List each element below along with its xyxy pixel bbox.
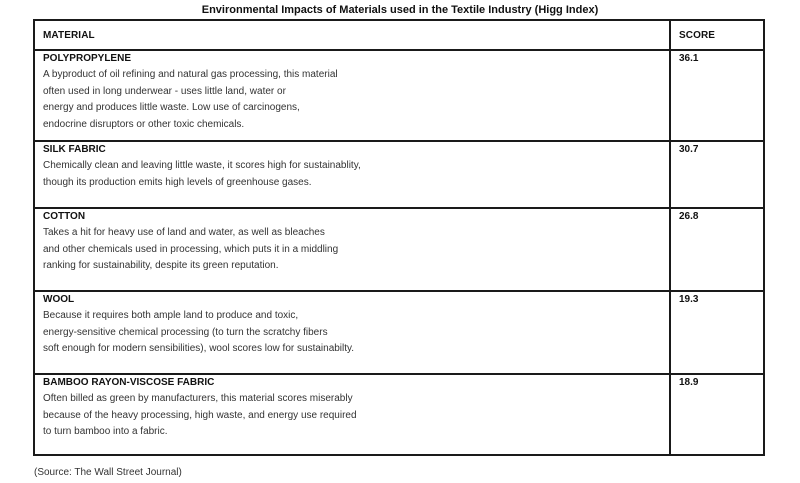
material-description-line: because of the heavy processing, high waste, and energy use required: [43, 409, 357, 421]
material-description-line: to turn bamboo into a fabric.: [43, 426, 168, 437]
material-cell: [34, 208, 670, 291]
score-cell: [670, 208, 764, 291]
material-cell: [34, 141, 670, 208]
material-description-line: though its production emits high levels of greenhouse gases.: [43, 176, 312, 188]
material-description-line: and other chemicals used in processing, which puts it in a middling: [43, 243, 339, 255]
material-score: 30.7: [679, 144, 699, 155]
materials-table: [33, 19, 765, 456]
material-name: COTTON: [43, 211, 86, 222]
table-row: [34, 208, 764, 291]
material-description-line: Because it requires both ample land to produce and toxic,: [43, 310, 299, 321]
material-description-line: energy-sensitive chemical processing (to turn the scratchy fibers: [43, 326, 328, 338]
material-description-line: A byproduct of oil refining and natural gas processing, this material: [43, 69, 338, 80]
material-score: 19.3: [679, 294, 699, 305]
header-score: SCORE: [670, 20, 764, 50]
material-description-line: energy and produces little waste. Low use of carcinogens,: [43, 102, 300, 113]
material-description-line: soft enough for modern sensibilities), wool scores low for sustainabilty.: [43, 343, 355, 354]
score-cell: [670, 291, 764, 374]
material-name: POLYPROPYLENE: [43, 53, 131, 64]
source-note: (Source: The Wall Street Journal): [34, 467, 182, 478]
table-row: [34, 291, 764, 374]
material-description-line: Chemically clean and leaving little waste, it scores high for sustainablity,: [43, 160, 361, 171]
header-material: MATERIAL: [34, 20, 670, 50]
material-name: SILK FABRIC: [43, 144, 106, 155]
table-row: [34, 141, 764, 208]
material-cell: [34, 50, 670, 141]
material-cell: [34, 374, 670, 455]
table-row: [34, 374, 764, 455]
score-cell: [670, 374, 764, 455]
material-score: 26.8: [679, 211, 699, 222]
material-description-line: ranking for sustainability, despite its green reputation.: [43, 260, 279, 271]
material-score: 36.1: [679, 53, 699, 64]
material-description-line: Takes a hit for heavy use of land and water, as well as bleaches: [43, 227, 325, 238]
material-name: WOOL: [43, 294, 75, 305]
score-cell: [670, 141, 764, 208]
material-cell: [34, 291, 670, 374]
material-description-line: often used in long underwear - uses little land, water or: [43, 85, 286, 97]
table-title: Environmental Impacts of Materials used in the Textile Industry (Higg Index): [201, 4, 599, 16]
table-row: [34, 50, 764, 141]
material-description-line: endocrine disruptors or other toxic chemicals.: [43, 118, 245, 130]
material-description-line: Often billed as green by manufacturers, this material scores miserably: [43, 393, 353, 404]
material-score: 18.9: [679, 377, 699, 388]
material-name: BAMBOO RAYON-VISCOSE FABRIC: [43, 377, 215, 388]
header-row: [34, 20, 764, 50]
score-cell: [670, 50, 764, 141]
